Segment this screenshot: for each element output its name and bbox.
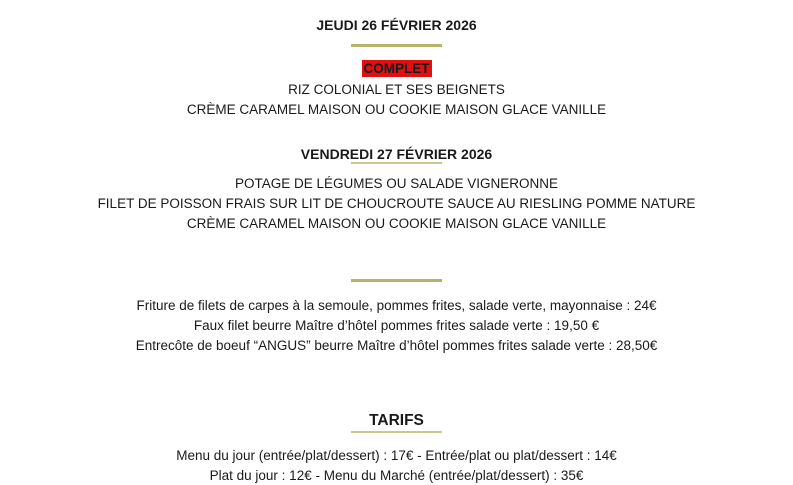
tarifs-line: Menu du jour (entrée/plat/dessert) : 17€ - Entrée/plat ou plat/dessert : 14€: [176, 448, 617, 463]
tarifs-title: TARIFS: [369, 412, 424, 429]
special-item: Entrecôte de boeuf “ANGUS” beurre Maître d’hôtel pommes frites salade verte : 28,50€: [135, 338, 658, 353]
day1-divider: [351, 44, 442, 47]
day2-divider: [351, 162, 442, 164]
tarifs-line: Plat du jour : 12€ - Menu du Marché (entrée/plat/dessert) : 35€: [209, 468, 584, 483]
day1-item: CRÈME CARAMEL MAISON OU COOKIE MAISON GLACE VANILLE: [186, 102, 607, 117]
day1-badge-row: [0, 60, 793, 78]
special-item: Friture de filets de carpes à la semoule, pommes frites, salade verte, mayonnaise : 24€: [136, 298, 657, 313]
specials-divider: [351, 279, 442, 282]
day1-title: JEUDI 26 FÉVRIER 2026: [316, 17, 477, 33]
day2-item: POTAGE DE LÉGUMES OU SALADE VIGNERONNE: [234, 176, 559, 191]
complet-badge: COMPLET: [363, 61, 430, 76]
special-item: Faux filet beurre Maître d’hôtel pommes frites salade verte : 19,50 €: [193, 318, 600, 333]
tarifs-divider: [351, 431, 442, 433]
day1-item: RIZ COLONIAL ET SES BEIGNETS: [288, 82, 505, 97]
day2-item: CRÈME CARAMEL MAISON OU COOKIE MAISON GLACE VANILLE: [186, 216, 607, 231]
day2-title: VENDREDI 27 FÉVRIER 2026: [300, 146, 493, 162]
day2-item: FILET DE POISSON FRAIS SUR LIT DE CHOUCROUTE SAUCE AU RIESLING POMME NATURE: [97, 196, 696, 211]
